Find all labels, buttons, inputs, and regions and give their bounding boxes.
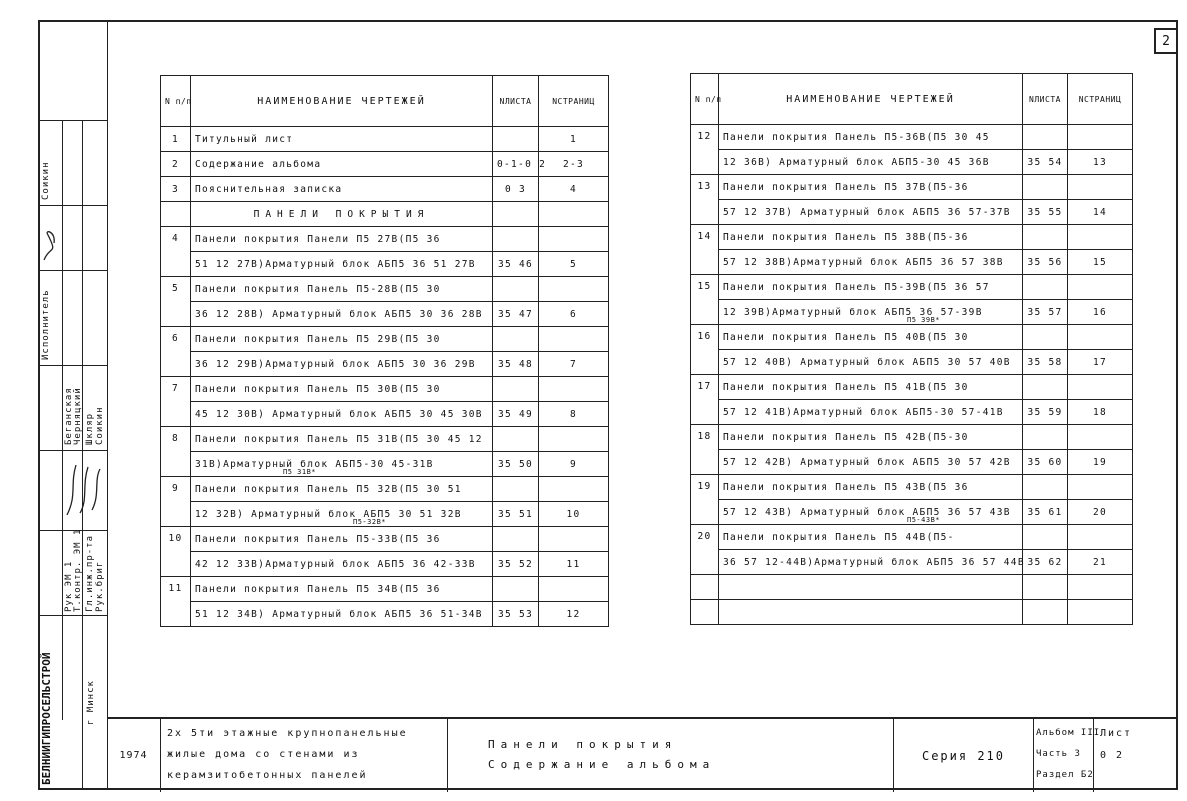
table-row: 12 Панели покрытия Панель П5-36В(П5 30 45 [691,125,1133,150]
table-row: 36 12 28В) Арматурный блок АБП5 30 36 28В 35 47 6 [161,302,609,327]
checker-name: Соикин [41,161,51,200]
sheet-info: Лист 0 2 [1093,719,1178,792]
table-row: 14 Панели покрытия Панель П5 38В(П5-36 [691,225,1133,250]
annotation-8: П5 31В* [283,468,317,476]
annotation-19: П5-43В* [907,516,941,524]
section-title: ПАНЕЛИ ПОКРЫТИЯ [191,202,493,227]
table-row: 11 Панели покрытия Панель П5 34В(П5 36 [161,577,609,602]
header-pages: NСТРАНИЦ [539,76,609,127]
signature-mark [40,225,62,265]
executor-label: Исполнитель [41,289,51,360]
table-row: 57 12 42В) Арматурный блок АБП5 30 57 42В 35 60 19 [691,450,1133,475]
table-row: 36 12 29В)Арматурный блок АБП5 30 36 29В 35 48 7 [161,352,609,377]
table-row: 16 Панели покрытия Панель П5 40В(П5 30 [691,325,1133,350]
table-row: 18 Панели покрытия Панель П5 42В(П5-30 [691,425,1133,450]
table-row: 57 12 41В)Арматурный блок АБП5-30 57-41В 35 59 18 [691,400,1133,425]
table-row: 15 Панели покрытия Панель П5-39В(П5 36 57 [691,275,1133,300]
table-row: 57 12 43В) Арматурный блок АБП5 36 57 43В П5-43В* 35 61 20 [691,500,1133,525]
table-row: 13 Панели покрытия Панель П5 37В(П5-36 [691,175,1133,200]
left-index-table [160,75,609,627]
signature-marks [62,455,107,520]
table-row: 51 12 27В)Арматурный блок АБП5 36 51 27В 35 46 5 [161,252,609,277]
table-header: N п/п НАИМЕНОВАНИЕ ЧЕРТЕЖЕЙ NЛИСТА NСТРАНИЦ [691,74,1133,125]
table-row: 9 Панели покрытия Панель П5 32В(П5 30 51 [161,477,609,502]
table-row: 45 12 30В) Арматурный блок АБП5 30 45 30В 35 49 8 [161,402,609,427]
table-row: 57 12 40В) Арматурный блок АБП5 30 57 40В 35 58 17 [691,350,1133,375]
table-row: 7 Панели покрытия Панель П5 30В(П5 30 [161,377,609,402]
table-header [161,76,609,127]
table-row: 57 12 38В)Арматурный блок АБП5 36 57 38В 35 56 15 [691,250,1133,275]
table-row: 51 12 34В) Арматурный блок АБП5 36 51-34В 35 53 12 [161,602,609,627]
table-row: 12 39В)Арматурный блок АБП5 36 57-39В П5 39В* 35 57 16 [691,300,1133,325]
table-row: 36 57 12-44В)Арматурный блок АБП5 36 57 44В 35 62 21 [691,550,1133,575]
table-row: 42 12 33В)Арматурный блок АБП5 36 42-33В 35 52 11 [161,552,609,577]
table-row: 19 Панели покрытия Панель П5 43В(П5 36 [691,475,1133,500]
header-sheet: NЛИСТА [493,76,539,127]
header-num: N п/п [161,76,191,127]
empty-row [691,575,1133,600]
table-row: 6 Панели покрытия Панель П5 29В(П5 30 [161,327,609,352]
city: г Минск [86,680,96,725]
empty-row [691,600,1133,625]
project-description: 2х 5ти этажные крупнопанельные жилые дома со стенами из керамзитобетонных панелей [160,719,447,792]
table-row: 1 Титульный лист 1 [161,127,609,152]
table-row: 3 Пояснительная записка 0 3 4 [161,177,609,202]
series: Серия 210 [893,719,1033,792]
section-row [161,202,609,227]
name-4: Соикин [95,406,105,445]
role-4: Рук.бриг [95,560,105,612]
album-info: Альбом III Часть 3 Раздел Б2 [1033,719,1093,792]
name-2: Черняцкий [73,387,83,445]
name-3: Шкляр [85,412,95,445]
table-row: 12 36В) Арматурный блок АБП5-30 45 36В 35 54 13 [691,150,1133,175]
table-row: 12 32В) Арматурный блок АБП5 30 51 32В П5-32В* 35 51 10 [161,502,609,527]
table-row: 17 Панели покрытия Панель П5 41В(П5 30 [691,375,1133,400]
binding-margin-line [38,20,39,790]
table-row: 4 Панели покрытия Панели П5 27В(П5 36 [161,227,609,252]
name-1: Беганская [64,387,74,445]
title-block [107,717,1178,792]
annotation-9: П5-32В* [353,518,387,526]
table-row: 57 12 37В) Арматурный блок АБП5 36 57-37В 35 55 14 [691,200,1133,225]
table-row: 31В)Арматурный блок АБП5-30 45-31В П5 31В* 35 50 9 [161,452,609,477]
role-1: Рук ЭМ 1 [64,560,74,612]
annotation-15: П5 39В* [907,316,941,324]
table-row: 8 Панели покрытия Панель П5 31В(П5 30 45 12 [161,427,609,452]
organization-name: БЕЛНИИГИПРОСЕЛЬСТРОЙ [40,652,53,785]
table-row: 2 Содержание альбома 0-1-0 2 2-3 [161,152,609,177]
table-row: 20 Панели покрытия Панель П5 44В(П5- [691,525,1133,550]
page-number: 2 [1154,28,1178,54]
drawing-title: Панели покрытия Содержание альбома [447,719,893,792]
role-3: Гл.инж.пр-та [85,534,95,612]
header-name: НАИМЕНОВАНИЕ ЧЕРТЕЖЕЙ [191,76,493,127]
table-row: 10 Панели покрытия Панель П5-33В(П5 36 [161,527,609,552]
table-row: 5 Панели покрытия Панель П5-28В(П5 30 [161,277,609,302]
right-index-table [690,73,1133,625]
role-2: Т.контр. ЭМ 1 [73,528,83,612]
year: 1974 [119,750,148,761]
